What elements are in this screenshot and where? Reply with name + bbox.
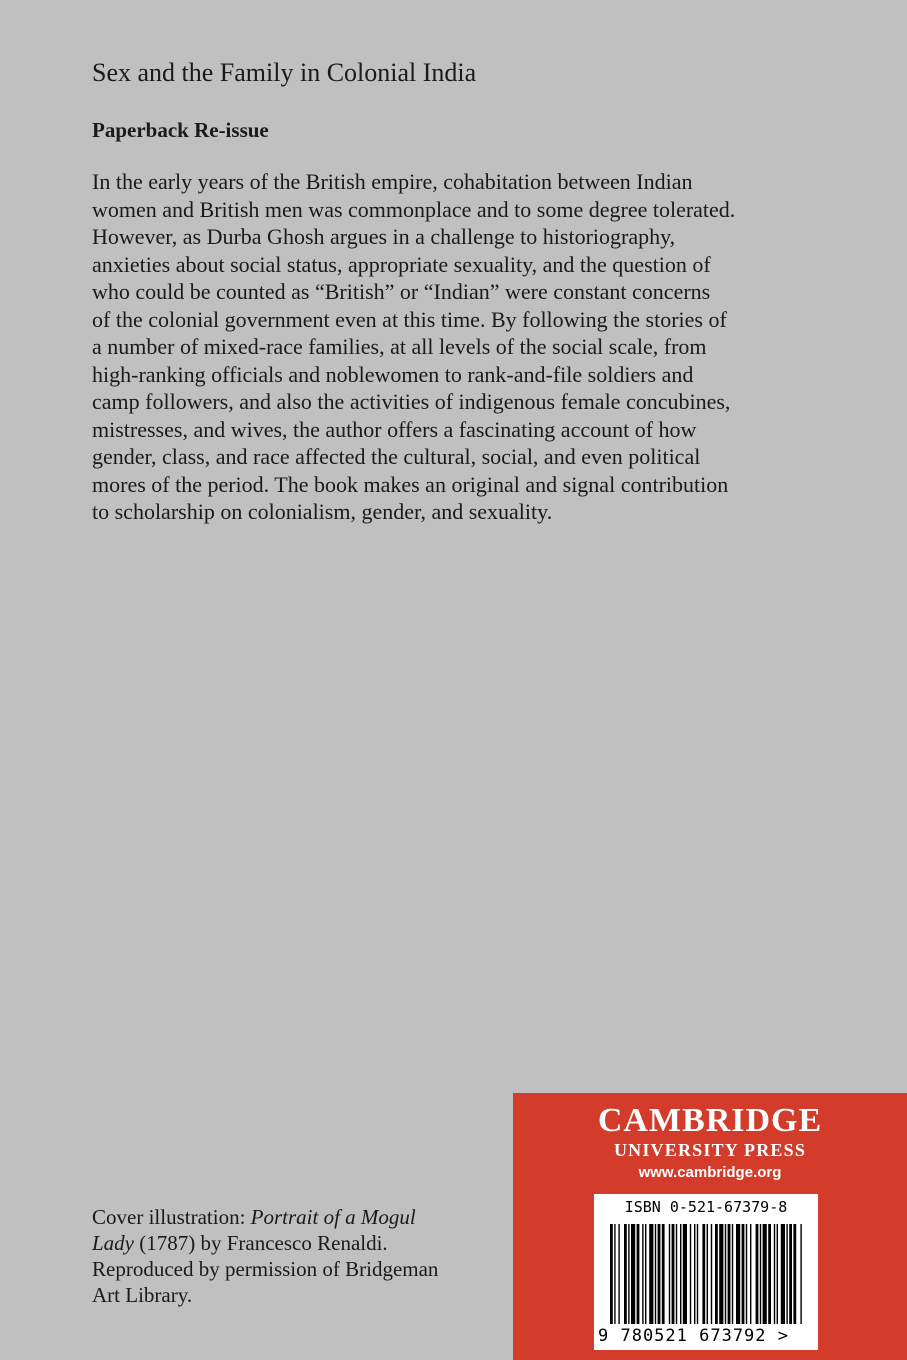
- barcode-digits: 9 780521 673792 >: [598, 1326, 789, 1346]
- credit-line-1: [92, 1204, 502, 1230]
- blurb-line: who could be counted as “British” or “Indian” were constant concerns: [92, 279, 711, 304]
- barcode-bar: [800, 1224, 801, 1324]
- barcode-bar: [637, 1224, 640, 1324]
- artwork-title-part1: Portrait of a Mogul: [250, 1205, 416, 1229]
- edition-label: Paperback Re-issue: [92, 118, 269, 142]
- barcode-bar: [742, 1224, 745, 1324]
- barcode-bar: [618, 1224, 619, 1324]
- barcode-bar: [777, 1224, 778, 1324]
- barcode-bar: [786, 1224, 787, 1324]
- blurb-paragraph: [92, 168, 852, 526]
- credit-line-2: [92, 1230, 502, 1256]
- blurb-line: camp followers, and also the activities of indigenous female concubines,: [92, 389, 731, 414]
- barcode-bar: [649, 1224, 653, 1324]
- blurb-line: to scholarship on colonialism, gender, and sexuality.: [92, 499, 553, 524]
- barcode-bar: [719, 1224, 723, 1324]
- barcode-bar: [725, 1224, 726, 1324]
- barcode-bar: [736, 1224, 740, 1324]
- barcode-bar: [774, 1224, 775, 1324]
- barcode-bar: [702, 1224, 705, 1324]
- barcode-bar: [711, 1224, 712, 1324]
- isbn-label: ISBN 0-521-67379-8: [624, 1198, 788, 1216]
- barcode-bar: [793, 1224, 796, 1324]
- barcode-bar: [781, 1224, 785, 1324]
- publisher-url: www.cambridge.org: [638, 1164, 782, 1181]
- publisher-subname: UNIVERSITY PRESS: [613, 1140, 807, 1160]
- barcode-bar: [631, 1224, 635, 1324]
- barcode-bar: [760, 1224, 761, 1324]
- barcode-bar: [672, 1224, 675, 1324]
- barcode-bar: [728, 1224, 731, 1324]
- blurb-line: gender, class, and race affected the cultural, social, and even political: [92, 444, 701, 469]
- blurb-line: women and British men was commonplace and to some degree tolerated.: [92, 196, 736, 222]
- barcode-bar: [750, 1224, 751, 1324]
- artwork-title-part2: Lady: [92, 1231, 134, 1255]
- blurb-line: However, as Durba Ghosh argues in a challenge to historiography,: [92, 224, 676, 249]
- barcode-bar: [697, 1224, 698, 1324]
- blurb-line: a number of mixed-race families, at all levels of the social scale, from: [92, 334, 707, 359]
- barcode-bar: [715, 1224, 718, 1324]
- cover-credit: [92, 1204, 502, 1308]
- barcode-bar: [658, 1224, 661, 1324]
- barcode-bar: [610, 1224, 613, 1324]
- publisher-panel: [513, 1093, 907, 1360]
- blurb-line: high-ranking officials and noblewomen to rank-and-file soldiers and: [92, 361, 694, 387]
- barcode-bar: [746, 1224, 747, 1324]
- credit-line-3: Reproduced by permission of Bridgeman: [92, 1257, 439, 1281]
- barcode-bars: [606, 1224, 806, 1328]
- barcode-bar: [655, 1224, 656, 1324]
- barcode-bar: [768, 1224, 771, 1324]
- blurb-line: anxieties about social status, appropriate sexuality, and the question of: [92, 251, 711, 277]
- barcode-bar: [690, 1224, 691, 1324]
- credit-line-4: Art Library.: [92, 1283, 193, 1307]
- barcode-bar: [732, 1224, 733, 1324]
- blurb-line: mores of the period. The book makes an original and signal contribution: [92, 471, 729, 497]
- barcode-bar: [789, 1224, 792, 1324]
- barcode-bar: [763, 1224, 767, 1324]
- barcode-bar: [683, 1224, 687, 1324]
- barcode-bar: [645, 1224, 646, 1324]
- barcode-bar: [694, 1224, 695, 1324]
- blurb-line: In the early years of the British empire, cohabitation between Indian: [92, 169, 693, 194]
- barcode-bar: [707, 1224, 708, 1324]
- barcode-bar: [680, 1224, 681, 1324]
- blurb-line: of the colonial government even at this time. By following the stories of: [92, 306, 727, 332]
- barcode-bar: [614, 1224, 615, 1324]
- credit-prefix: Cover illustration:: [92, 1205, 251, 1229]
- barcode-bar: [676, 1224, 677, 1324]
- barcode-bar: [669, 1224, 670, 1324]
- book-title: Sex and the Family in Colonial India: [92, 58, 477, 87]
- barcode-bar: [662, 1224, 665, 1324]
- barcode-bar: [756, 1224, 759, 1324]
- publisher-name: CAMBRIDGE: [597, 1102, 823, 1139]
- barcode-bar: [624, 1224, 627, 1324]
- barcode-bar: [628, 1224, 629, 1324]
- credit-artist: (1787) by Francesco Renaldi.: [134, 1231, 388, 1255]
- blurb-line: mistresses, and wives, the author offers a fascinating account of how: [92, 416, 697, 442]
- barcode-bar: [642, 1224, 643, 1324]
- barcode-box: [594, 1194, 818, 1350]
